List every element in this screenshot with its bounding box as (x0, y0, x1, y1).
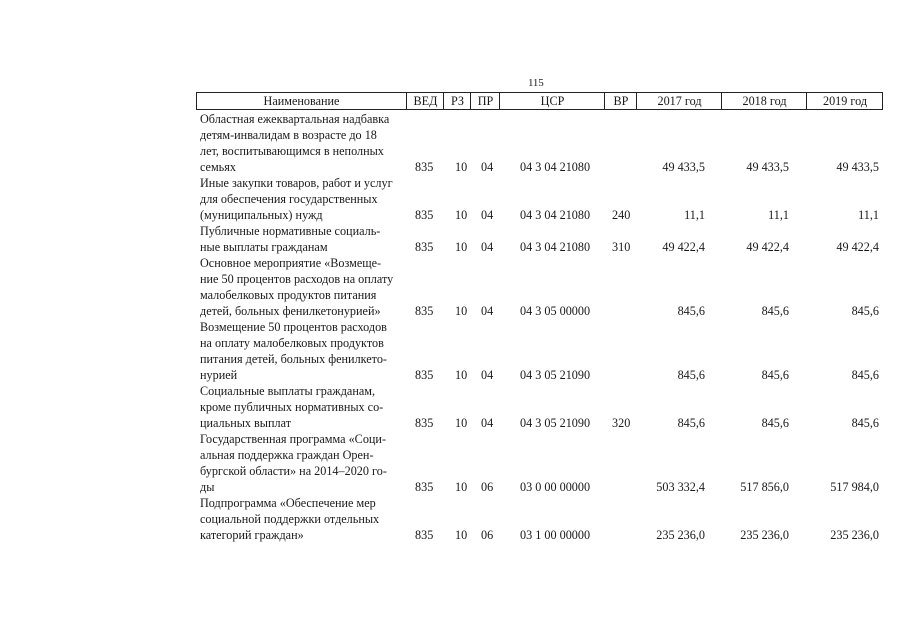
row-vr: 240 (612, 208, 631, 222)
row-ved: 835 (415, 368, 434, 382)
row-2018: 845,6 (761, 416, 789, 430)
row-2017: 49 422,4 (662, 240, 705, 254)
row-pr: 06 (481, 528, 494, 542)
row-2019: 845,6 (851, 416, 879, 430)
header-pr: ПР (470, 93, 500, 109)
header-csr: ЦСР (499, 93, 605, 109)
table-row (200, 111, 890, 175)
header-2019: 2019 год (806, 93, 883, 109)
table-row (200, 383, 890, 431)
row-rz: 10 (455, 416, 468, 430)
row-pr: 04 (481, 160, 494, 174)
table-body (200, 111, 890, 543)
row-2019: 11,1 (858, 208, 879, 222)
row-ved: 835 (415, 208, 434, 222)
page-number: 115 (528, 77, 544, 89)
row-pr: 04 (481, 416, 494, 430)
row-2018: 517 856,0 (740, 480, 789, 494)
row-ved: 835 (415, 160, 434, 174)
row-rz: 10 (455, 368, 468, 382)
table-row (200, 223, 890, 255)
row-2019: 235 236,0 (830, 528, 879, 542)
row-csr: 03 0 00 00000 (520, 480, 591, 494)
row-rz: 10 (455, 208, 468, 222)
table-row (200, 175, 890, 223)
row-2018: 845,6 (761, 368, 789, 382)
row-ved: 835 (415, 480, 434, 494)
row-ved: 835 (415, 240, 434, 254)
row-csr: 03 1 00 00000 (520, 528, 591, 542)
header-ved: ВЕД (406, 93, 444, 109)
row-csr: 04 3 05 00000 (520, 304, 591, 318)
row-2017: 11,1 (684, 208, 705, 222)
row-csr: 04 3 05 21090 (520, 416, 591, 430)
row-vr: 320 (612, 416, 631, 430)
row-name: Государственная программа «Соци- альная поддержка граждан Орен- бургской области» на 2014–2020 го- ды (200, 432, 387, 494)
table-row (200, 495, 890, 543)
row-2018: 11,1 (768, 208, 789, 222)
row-2017: 845,6 (677, 416, 705, 430)
row-2017: 845,6 (677, 368, 705, 382)
row-rz: 10 (455, 304, 468, 318)
row-2018: 49 433,5 (746, 160, 789, 174)
row-pr: 06 (481, 480, 494, 494)
row-2018: 845,6 (761, 304, 789, 318)
table-row (200, 319, 890, 383)
row-pr: 04 (481, 304, 494, 318)
row-ved: 835 (415, 304, 434, 318)
row-rz: 10 (455, 240, 468, 254)
row-name: Иные закупки товаров, работ и услуг для обеспечения государственных (муниципальных) нужд (200, 176, 393, 222)
row-ved: 835 (415, 528, 434, 542)
row-ved: 835 (415, 416, 434, 430)
row-2018: 49 422,4 (746, 240, 789, 254)
row-name: Основное мероприятие «Возмеще- ние 50 процентов расходов на оплату малобелковых продуктов питания детей, больных фенилкетонурией» (200, 256, 394, 318)
row-csr: 04 3 05 21090 (520, 368, 591, 382)
row-csr: 04 3 04 21080 (520, 208, 591, 222)
table-row (200, 255, 890, 319)
row-2017: 49 433,5 (662, 160, 705, 174)
row-2019: 517 984,0 (830, 480, 879, 494)
row-2017: 845,6 (677, 304, 705, 318)
header-rz: РЗ (443, 93, 471, 109)
row-pr: 04 (481, 240, 494, 254)
row-2017: 235 236,0 (656, 528, 705, 542)
row-name: Возмещение 50 процентов расходов на оплату малобелковых продуктов питания детей, больных фенилкето- нурией (200, 320, 387, 382)
row-csr: 04 3 04 21080 (520, 240, 591, 254)
header-2017: 2017 год (636, 93, 722, 109)
row-name: Социальные выплаты гражданам, кроме публичных нормативных со- циальных выплат (200, 384, 384, 430)
table-row (200, 431, 890, 495)
header-2018: 2018 год (721, 93, 807, 109)
row-pr: 04 (481, 368, 494, 382)
row-name: Публичные нормативные социаль- ные выплаты гражданам (200, 224, 381, 254)
row-pr: 04 (481, 208, 494, 222)
row-2019: 49 422,4 (836, 240, 879, 254)
table-header (196, 92, 883, 110)
row-2018: 235 236,0 (740, 528, 789, 542)
row-2019: 845,6 (851, 304, 879, 318)
header-name: Наименование (263, 94, 340, 108)
row-name: Областная ежеквартальная надбавка детям-инвалидам в возрасте до 18 лет, воспитывающимся в неполных семьях (200, 112, 390, 174)
row-2019: 49 433,5 (836, 160, 879, 174)
row-name: Подпрограмма «Обеспечение мер социальной поддержки отдельных категорий граждан» (200, 496, 380, 542)
row-vr: 310 (612, 240, 631, 254)
row-rz: 10 (455, 160, 468, 174)
row-2017: 503 332,4 (656, 480, 705, 494)
row-2019: 845,6 (851, 368, 879, 382)
row-csr: 04 3 04 21080 (520, 160, 591, 174)
row-rz: 10 (455, 528, 468, 542)
header-vr: ВР (604, 93, 637, 109)
row-rz: 10 (455, 480, 468, 494)
